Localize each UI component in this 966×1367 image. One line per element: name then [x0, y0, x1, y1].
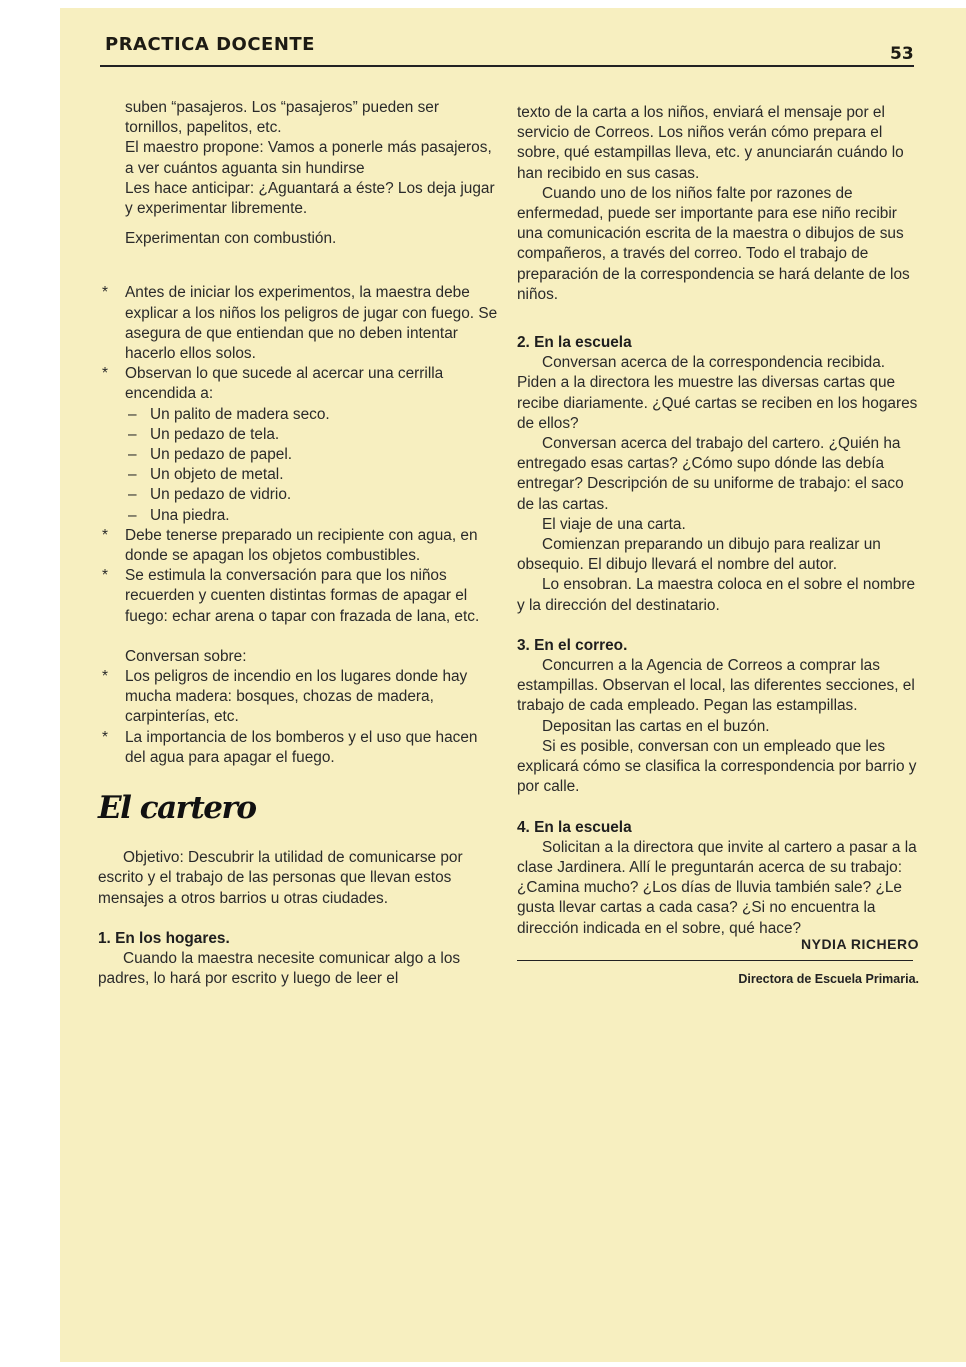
author-role: Directora de Escuela Primaria. [738, 971, 919, 986]
list-item [98, 728, 500, 768]
subsection-heading: 1. En los hogares. [98, 929, 230, 947]
paragraph: suben “pasajeros. Los “pasajeros” pueden ser tornillos, papelitos, etc. [125, 99, 439, 137]
paragraph: Depositan las cartas en el buzón. [542, 717, 770, 735]
header-rule [100, 65, 914, 67]
list-item [98, 566, 500, 627]
paragraph: Conversan acerca del trabajo del cartero. ¿Quién ha entregado esas cartas? ¿Cómo supo dónde las debía entregar? Descripción de su uniforme de trabajo: el saco de las cartas. [517, 435, 904, 513]
paragraph: Comienzan preparando un dibujo para realizar un obsequio. El dibujo llevará el nombre del autor. [517, 536, 881, 574]
paragraph: Conversan sobre: [125, 647, 247, 665]
magazine-page [60, 8, 966, 1362]
subsection-heading: 2. En la escuela [517, 334, 632, 352]
list-item [98, 425, 500, 445]
list-item [98, 445, 500, 465]
paragraph: Cuando la maestra necesite comunicar algo a los padres, lo hará por escrito y luego de leer el [98, 949, 461, 988]
paragraph: Solicitan a la directora que invite al cartero a pasar a la clase Jardinera. Allí le preguntarán acerca de su trabajo: ¿Camina mucho? ¿Los días de lluvia también sale? ¿Le gusta llevar cartas a cada casa? ¿Si no encuentra la dirección indicada en el sobre, qué hace? [517, 838, 917, 937]
asterisk-icon: * [102, 668, 108, 686]
list-item-text: Los peligros de incendio en los lugares donde hay mucha madera: bosques, chozas de madera, carpinterías, etc. [125, 668, 468, 726]
paragraph: Lo ensobran. La maestra coloca en el sobre el nombre y la dirección del destinatario. [517, 576, 916, 614]
list-item [98, 506, 500, 526]
asterisk-icon: * [102, 567, 108, 585]
list-item-text: La importancia de los bomberos y el uso que hacen del agua para apagar el fuego. [125, 728, 478, 766]
list-item-text: Un objeto de metal. [150, 466, 284, 484]
list-item-text: Antes de iniciar los experimentos, la maestra debe explicar a los niños los peligros de jugar con fuego. Se asegura de que entiendan que no deben intentar hacerlo ellos solos. [125, 284, 498, 363]
dash-icon: – [128, 506, 137, 524]
article-title: El cartero [98, 790, 256, 827]
paragraph: texto de la carta a los niños, enviará el mensaje por el servicio de Correos. Los niños verán cómo prepara el sobre, qué estampillas lleva, etc. y anunciarán cuándo lo han recibido en sus casas. [517, 104, 904, 182]
paragraph: Concurren a la Agencia de Correos a comprar las estampillas. Observan el local, las diferentes secciones, el trabajo de cada empleado. Pegan las estampillas. [517, 657, 915, 715]
asterisk-icon: * [102, 284, 108, 302]
dash-icon: – [128, 425, 137, 443]
list-item-text: Observan lo que sucede al acercar una cerrilla encendida a: [125, 365, 444, 403]
section-header: PRACTICA DOCENTE [105, 34, 315, 55]
list-item-text: Una piedra. [150, 506, 230, 524]
list-item-text: Un pedazo de tela. [150, 425, 280, 443]
objective-paragraph: Objetivo: Descubrir la utilidad de comunicarse por escrito y el trabajo de las personas que llevan estos mensajes a otros barrios u otras ciudades. [98, 849, 463, 907]
signature-rule [517, 960, 913, 961]
asterisk-icon: * [102, 365, 108, 383]
dash-icon: – [128, 486, 137, 504]
dash-icon: – [128, 466, 137, 484]
dash-icon: – [128, 405, 137, 423]
right-column [517, 103, 919, 989]
list-item-text: Un pedazo de vidrio. [150, 486, 292, 504]
asterisk-icon: * [102, 728, 108, 746]
dash-icon: – [128, 446, 137, 464]
list-item [98, 667, 500, 728]
list-item-text: Se estimula la conversación para que los niños recuerden y cuenten distintas formas de apagar el fuego: echar arena o tapar con frazada de lana, etc. [125, 567, 480, 625]
list-item [98, 526, 500, 566]
paragraph: Les hace anticipar: ¿Aguantará a éste? Los deja jugar y experimentar libremente. [125, 179, 495, 218]
list-item-text: Debe tenerse preparado un recipiente con agua, en donde se apagan los objetos combustibles. [125, 526, 478, 565]
author-signature: NYDIA RICHERO [801, 935, 919, 952]
asterisk-icon: * [102, 526, 108, 544]
list-item [98, 283, 500, 364]
page-number: 53 [890, 44, 914, 64]
subsection-heading: 3. En el correo. [517, 636, 628, 654]
list-item [98, 405, 500, 425]
paragraph: Conversan acerca de la correspondencia recibida. Piden a la directora les muestre las diversas cartas que recibe diariamente. ¿Qué cartas se reciben en los hogares de ellos? [517, 354, 918, 432]
paragraph: Cuando uno de los niños falte por razones de enfermedad, puede ser importante para ese niño recibir una comunicación escrita de la maestra o dibujos de sus compañeros, a través del correo. Todo el trabajo de preparación de la correspondencia se hará delante de los niños. [517, 184, 910, 303]
paragraph: Experimentan con combustión. [125, 230, 337, 248]
list-item [98, 465, 500, 485]
paragraph: El maestro propone: Vamos a ponerle más pasajeros, a ver cuántos aguanta sin hundirse [125, 139, 492, 177]
list-item [98, 364, 500, 404]
list-item-text: Un pedazo de papel. [150, 446, 293, 464]
subsection-heading: 4. En la escuela [517, 818, 632, 836]
paragraph: Si es posible, conversan con un empleado que les explicará cómo se clasifica la correspondencia por barrio y por calle. [517, 737, 917, 796]
paragraph: El viaje de una carta. [542, 515, 686, 533]
left-column [98, 98, 500, 989]
list-item-text: Un palito de madera seco. [150, 405, 330, 423]
list-item [98, 485, 500, 505]
